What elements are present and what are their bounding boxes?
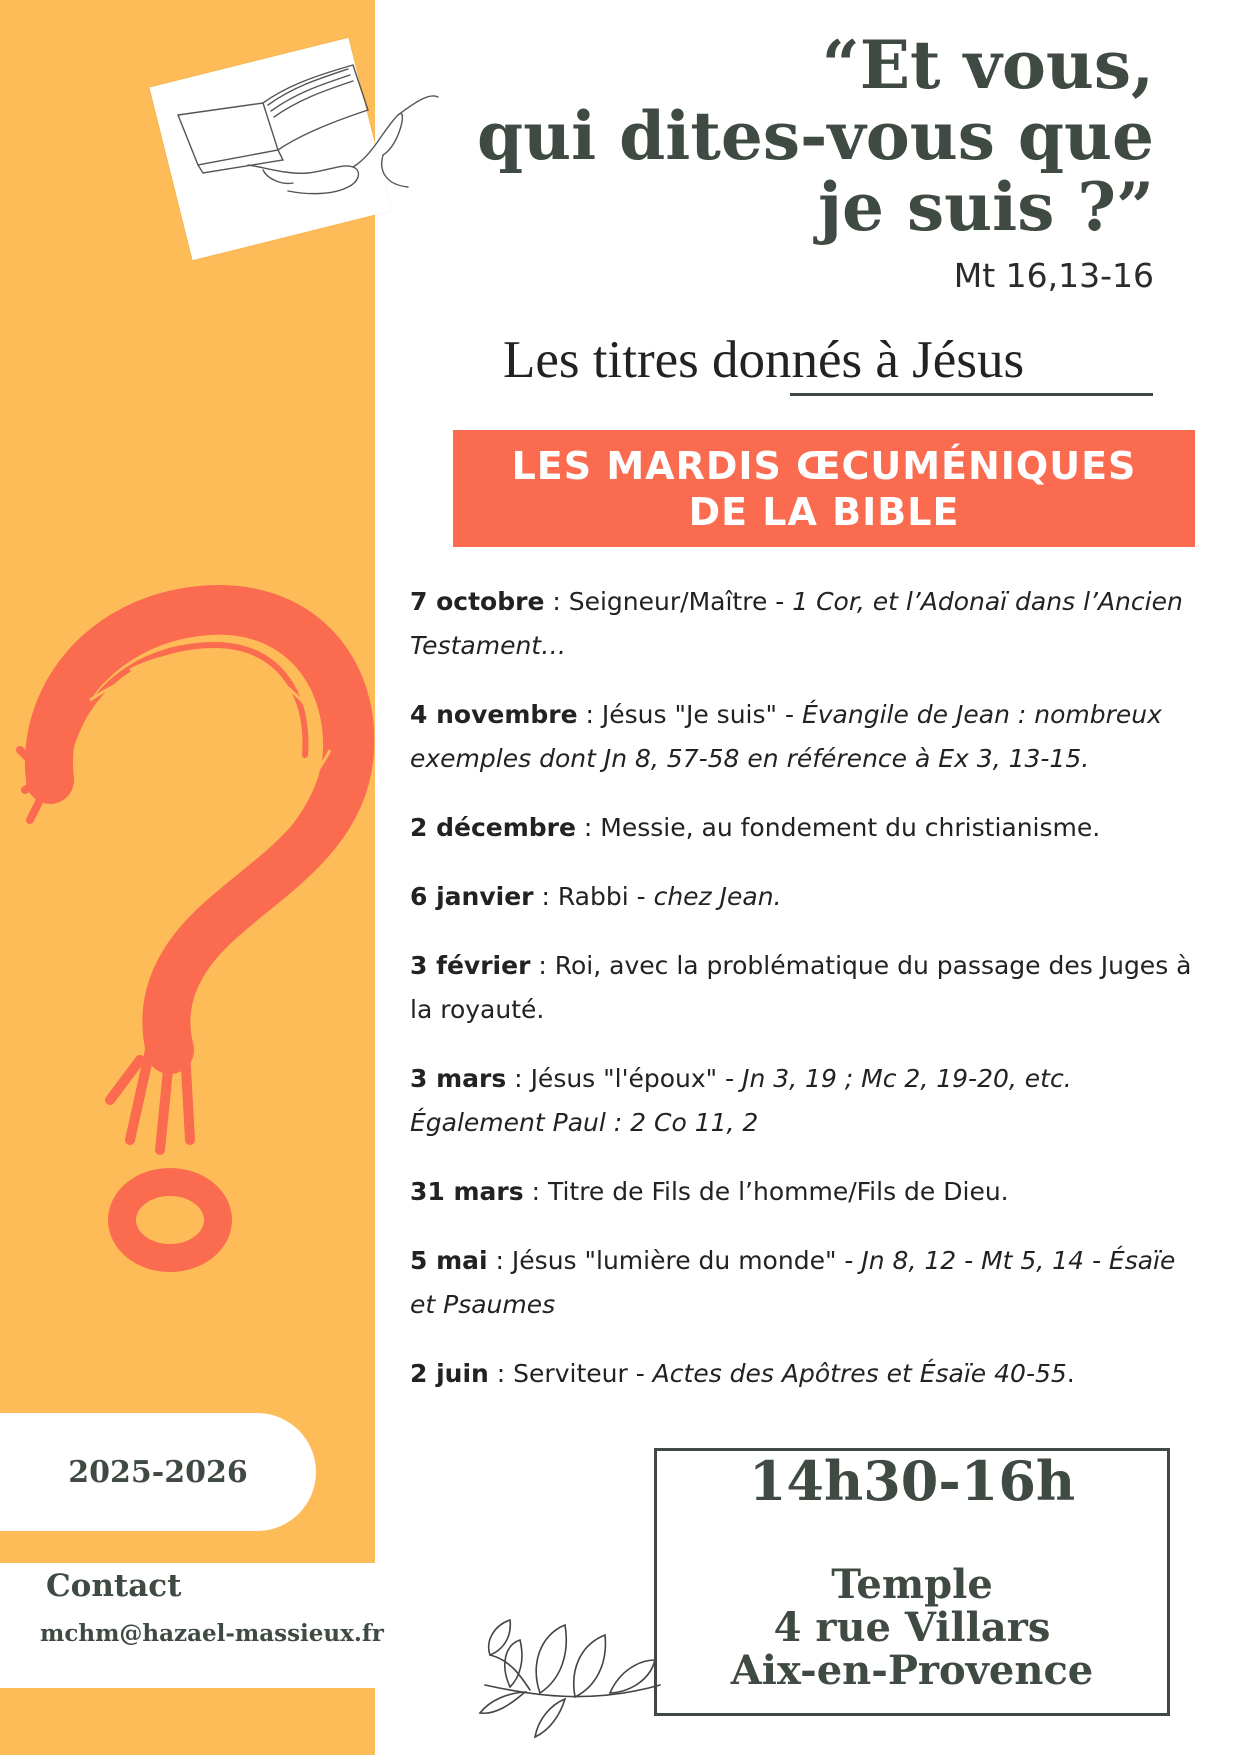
entry-date: 3 mars (410, 1064, 507, 1093)
venue-line: Aix-en-Provence (730, 1647, 1094, 1694)
entry-separator: : (487, 1246, 512, 1275)
venue-line: Temple (831, 1561, 993, 1608)
entry-detail: 1 Cor, et l’Adonaï dans l’Ancien Testament… (410, 587, 1183, 660)
entry-date: 2 décembre (410, 813, 576, 842)
schedule-entry (410, 693, 1200, 781)
entry-title: Messie, au fondement du christianisme. (600, 813, 1101, 842)
venue-address (657, 1563, 1167, 1692)
entry-title: Roi, avec la problématique du passage des Juges à la royauté. (410, 951, 1192, 1024)
schedule-entry (410, 1239, 1200, 1327)
book-illustration (168, 55, 458, 235)
entry-detail: Évangile de Jean : nombreux exemples dont Jn 8, 57-58 en référence à Ex 3, 13-15. (410, 700, 1162, 773)
session-time: 14h30-16h (748, 1449, 1076, 1513)
schedule-entry (410, 580, 1200, 668)
entry-date: 7 octobre (410, 587, 545, 616)
entry-title: Jésus "lumière du monde" - (511, 1246, 862, 1275)
entry-title: Seigneur/Maître - (568, 587, 793, 616)
quote-line: “Et vous, (821, 26, 1154, 104)
entry-detail: Jn 8, 12 - Mt 5, 14 - Ésaïe et Psaumes (410, 1246, 1176, 1319)
entry-date: 3 février (410, 951, 531, 980)
schedule-entry (410, 875, 1200, 919)
contact-email[interactable]: mchm@hazael-massieux.fr (40, 1620, 384, 1647)
page-subtitle: Les titres donnés à Jésus (503, 331, 1025, 389)
entry-detail: chez Jean. (653, 882, 782, 911)
schedule-entry (410, 806, 1200, 850)
entry-date: 4 novembre (410, 700, 578, 729)
entry-separator: : (488, 1359, 514, 1388)
entry-detail: Actes des Apôtres et Ésaïe 40-55 (652, 1359, 1067, 1388)
schedule-entry (410, 1352, 1200, 1396)
entry-date: 5 mai (410, 1246, 488, 1275)
question-mark-icon (10, 580, 380, 1300)
entry-separator: : (577, 700, 602, 729)
subtitle-underline (790, 393, 1153, 396)
entry-separator: : (533, 882, 558, 911)
entry-date: 31 mars (410, 1177, 524, 1206)
entry-tail: . (1066, 1359, 1075, 1388)
entry-date: 6 janvier (410, 882, 534, 911)
schedule-list (410, 580, 1200, 1421)
contact-title: Contact (46, 1568, 182, 1604)
banner-line: DE LA BIBLE (688, 489, 960, 534)
quote-line: qui dites-vous que (476, 97, 1154, 175)
schedule-entry (410, 944, 1200, 1032)
entry-date: 2 juin (410, 1359, 489, 1388)
time-location-box (654, 1448, 1170, 1716)
quote-title (454, 26, 1154, 246)
entry-title: Rabbi - (557, 882, 654, 911)
entry-separator: : (523, 1177, 548, 1206)
entry-detail: Jn 3, 19 ; Mc 2, 19-20, etc. Également Paul : 2 Co 11, 2 (410, 1064, 1072, 1137)
entry-separator: : (530, 951, 555, 980)
leaf-branch-icon (470, 1565, 670, 1750)
entry-separator: : (575, 813, 601, 842)
schedule-entry (410, 1170, 1200, 1214)
venue-line: 4 rue Villars (773, 1604, 1051, 1651)
entry-separator: : (506, 1064, 531, 1093)
event-banner (453, 430, 1195, 547)
entry-title: Serviteur - (513, 1359, 653, 1388)
year-badge: 2025-2026 (0, 1413, 316, 1531)
schedule-entry (410, 1057, 1200, 1145)
entry-title: Titre de Fils de l’homme/Fils de Dieu. (547, 1177, 1009, 1206)
banner-line: LES MARDIS ŒCUMÉNIQUES (511, 443, 1137, 488)
entry-separator: : (544, 587, 569, 616)
entry-title: Jésus "Je suis" - (601, 700, 802, 729)
bible-reference: Mt 16,13-16 (953, 256, 1154, 295)
entry-title: Jésus "l'époux" - (530, 1064, 743, 1093)
quote-line: je suis ?” (818, 168, 1154, 246)
